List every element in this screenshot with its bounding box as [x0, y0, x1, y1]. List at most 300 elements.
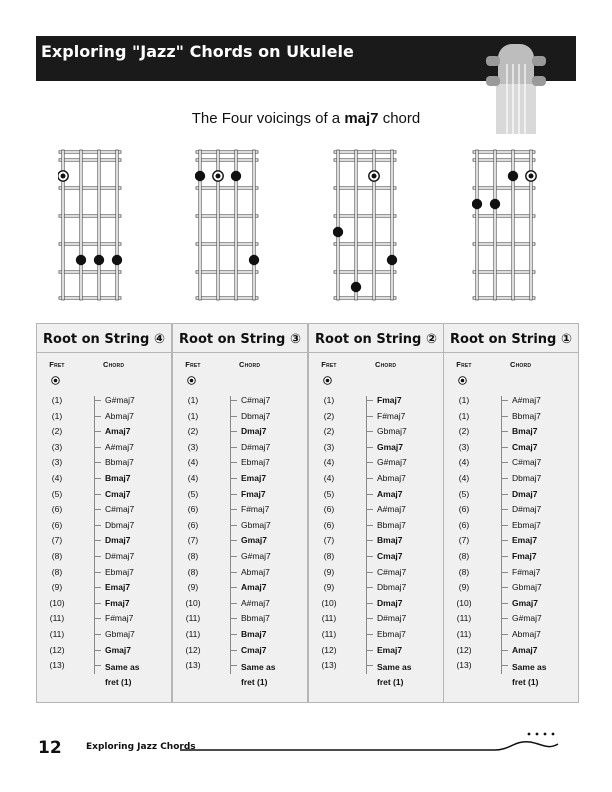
- row-tick: [231, 572, 237, 573]
- chord-name: F#maj7: [512, 566, 541, 577]
- table-row: [37, 519, 167, 533]
- fret-number: (1): [187, 410, 199, 421]
- chord-name: C#maj7: [105, 504, 135, 515]
- chord-name: G#maj7: [512, 613, 542, 624]
- chord-name: Same as fret (1): [377, 662, 412, 688]
- chord-name: Fmaj7: [241, 488, 266, 499]
- fret-number: (1): [458, 410, 470, 421]
- row-tick: [367, 603, 373, 604]
- fret-number: (8): [323, 551, 335, 561]
- root-note-marker: [213, 171, 223, 181]
- table-row: [37, 503, 167, 517]
- table-row: [173, 628, 303, 642]
- fret-number: (7): [51, 535, 63, 546]
- table-row: [173, 410, 303, 424]
- chord-name: Fmaj7: [512, 551, 537, 561]
- table-row: [173, 534, 303, 548]
- chord-name: Same as fret (1): [105, 662, 140, 688]
- table-row: [173, 581, 303, 595]
- root-note-marker: [58, 171, 68, 181]
- row-tick: [502, 447, 508, 448]
- chord-name: Gmaj7: [512, 597, 538, 608]
- chord-name: D#maj7: [377, 613, 407, 624]
- root-table-card: [36, 323, 172, 703]
- table-row: [309, 456, 439, 470]
- chord-name: Ebmaj7: [377, 629, 406, 639]
- page-number: 12: [38, 738, 62, 758]
- chord-name: Amaj7: [241, 582, 267, 593]
- table-row: [309, 644, 439, 658]
- title-divider: [173, 352, 307, 353]
- table-row: [37, 456, 167, 470]
- row-tick: [367, 447, 373, 448]
- fretboard-grid: [334, 150, 396, 300]
- table-row: [309, 628, 439, 642]
- row-tick: [95, 572, 101, 573]
- root-note-icon: [323, 376, 332, 385]
- fret-number: (13): [49, 660, 65, 671]
- fret-number: (6): [187, 504, 199, 515]
- table-row: [309, 394, 439, 408]
- row-tick: [502, 618, 508, 619]
- table-row: [173, 472, 303, 486]
- table-row: [444, 597, 574, 611]
- row-tick: [502, 556, 508, 557]
- footer-label: Exploring Jazz Chords: [86, 742, 196, 752]
- row-tick: [231, 634, 237, 635]
- chord-name: A#maj7: [105, 441, 134, 452]
- root-note-icon: [187, 376, 196, 385]
- row-tick: [502, 400, 508, 401]
- row-tick: [367, 556, 373, 557]
- table-row: [444, 628, 574, 642]
- table-row: [444, 612, 574, 626]
- row-tick: [95, 462, 101, 463]
- row-tick: [231, 540, 237, 541]
- fret-column-header: Fret: [49, 360, 65, 369]
- chord-name: Same as fret (1): [512, 662, 547, 688]
- chord-name: Dmaj7: [512, 488, 538, 499]
- fret-number: (3): [51, 441, 63, 452]
- fret-number: (13): [456, 660, 472, 671]
- fret-number: (4): [458, 473, 470, 483]
- fret-number: (11): [185, 629, 201, 639]
- finger-dot: [472, 199, 482, 209]
- chord-name: Bbmaj7: [241, 613, 270, 624]
- chord-column-header: Chord: [375, 360, 397, 369]
- fret-number: (8): [187, 566, 199, 577]
- fret-number: (5): [458, 488, 470, 499]
- chord-name: Dbmaj7: [241, 410, 271, 421]
- chord-column-header: Chord: [510, 360, 532, 369]
- title-divider: [444, 352, 578, 353]
- chord-name: C#maj7: [377, 566, 407, 577]
- row-tick: [231, 618, 237, 619]
- row-tick: [367, 665, 373, 666]
- row-tick: [367, 494, 373, 495]
- row-tick: [502, 634, 508, 635]
- chord-name: Emaj7: [512, 535, 538, 546]
- row-tick: [95, 478, 101, 479]
- finger-dot: [195, 171, 205, 181]
- row-tick: [231, 416, 237, 417]
- fret-number: (4): [187, 457, 199, 468]
- fret-number: (11): [49, 629, 65, 639]
- table-row: [173, 394, 303, 408]
- row-tick: [502, 478, 508, 479]
- table-row: [309, 488, 439, 502]
- table-row: [444, 566, 574, 580]
- table-row: [37, 410, 167, 424]
- fret-number: (1): [187, 395, 199, 405]
- table-row: [309, 597, 439, 611]
- subtitle-chord: maj7: [344, 110, 379, 127]
- chord-name: Dbmaj7: [512, 473, 542, 483]
- fret-number: (10): [49, 597, 65, 608]
- chord-name: Bmaj7: [105, 473, 131, 483]
- fret-number: (9): [51, 582, 63, 593]
- chord-name: Abmaj7: [241, 566, 270, 577]
- chord-name: Cmaj7: [512, 441, 538, 452]
- root-note-marker: [369, 171, 379, 181]
- table-row: [37, 550, 167, 564]
- chord-name: G#maj7: [105, 395, 135, 405]
- row-tick: [367, 416, 373, 417]
- chord-name: G#maj7: [241, 551, 271, 561]
- row-tick: [502, 650, 508, 651]
- fret-number: (6): [323, 504, 335, 515]
- fret-number: (12): [456, 644, 472, 655]
- table-row: [173, 456, 303, 470]
- fret-number: (13): [185, 660, 201, 671]
- fret-number: (8): [187, 551, 199, 561]
- row-tick: [231, 556, 237, 557]
- chord-name: Gmaj7: [241, 535, 267, 546]
- table-row: [37, 472, 167, 486]
- fret-number: (1): [51, 395, 63, 405]
- row-tick: [231, 603, 237, 604]
- chord-name: A#maj7: [241, 597, 270, 608]
- fret-number: (8): [458, 551, 470, 561]
- table-row: [173, 425, 303, 439]
- chord-name: Gmaj7: [377, 441, 403, 452]
- table-row: [173, 644, 303, 658]
- row-tick: [502, 540, 508, 541]
- row-tick: [502, 665, 508, 666]
- fret-number: (11): [185, 613, 201, 624]
- table-row: [309, 612, 439, 626]
- table-row: [444, 410, 574, 424]
- row-tick: [231, 478, 237, 479]
- fret-number: (6): [187, 519, 199, 530]
- row-tick: [95, 618, 101, 619]
- chord-name: Ebmaj7: [241, 457, 270, 468]
- row-tick: [95, 494, 101, 495]
- row-tick: [231, 447, 237, 448]
- row-tick: [95, 603, 101, 604]
- table-row: [309, 410, 439, 424]
- row-tick: [367, 650, 373, 651]
- table-row: [309, 659, 439, 688]
- fretboard-grid: [473, 150, 535, 300]
- table-row: [309, 472, 439, 486]
- finger-dot: [387, 255, 397, 265]
- row-tick: [502, 416, 508, 417]
- finger-dot: [231, 171, 241, 181]
- finger-dot: [351, 282, 361, 292]
- chord-name: Ebmaj7: [105, 566, 134, 577]
- chord-name: C#maj7: [241, 395, 271, 405]
- chord-name: Gbmaj7: [377, 426, 407, 437]
- chord-name: D#maj7: [512, 504, 542, 515]
- table-row: [37, 659, 167, 688]
- chord-name: Dmaj7: [105, 535, 131, 546]
- row-tick: [95, 525, 101, 526]
- fret-number: (9): [323, 582, 335, 593]
- chord-name: Fmaj7: [105, 597, 130, 608]
- row-tick: [367, 572, 373, 573]
- chord-name: Amaj7: [512, 644, 538, 655]
- table-row: [173, 503, 303, 517]
- fret-number: (11): [456, 613, 472, 624]
- row-tick: [502, 494, 508, 495]
- fret-number: (9): [187, 582, 199, 593]
- table-row: [37, 394, 167, 408]
- table-row: [173, 566, 303, 580]
- row-tick: [502, 462, 508, 463]
- row-tick: [95, 556, 101, 557]
- chord-name: Abmaj7: [512, 629, 541, 639]
- chord-name: Dmaj7: [241, 426, 267, 437]
- fret-number: (9): [323, 566, 335, 577]
- fret-number: (4): [187, 473, 199, 483]
- row-tick: [367, 478, 373, 479]
- finger-dot: [490, 199, 500, 209]
- fret-number: (5): [323, 488, 335, 499]
- row-tick: [502, 509, 508, 510]
- row-tick: [367, 400, 373, 401]
- title-divider: [309, 352, 443, 353]
- fret-column-header: Fret: [185, 360, 201, 369]
- chord-name: Gbmaj7: [512, 582, 542, 593]
- finger-dot: [249, 255, 259, 265]
- table-row: [444, 644, 574, 658]
- chord-name: Cmaj7: [105, 488, 131, 499]
- row-tick: [367, 525, 373, 526]
- root-table-card: [308, 323, 444, 703]
- fret-number: (2): [187, 426, 199, 437]
- table-row: [37, 441, 167, 455]
- chord-name: Gbmaj7: [105, 629, 135, 639]
- root-note-marker: [526, 171, 536, 181]
- chord-name: Bmaj7: [241, 629, 267, 639]
- row-tick: [95, 665, 101, 666]
- fret-number: (7): [187, 535, 199, 546]
- fret-number: (8): [51, 566, 63, 577]
- fret-number: (6): [323, 519, 335, 530]
- chord-diagram-4: [472, 144, 542, 304]
- finger-dot: [112, 255, 122, 265]
- chord-name: F#maj7: [377, 410, 406, 421]
- table-row: [309, 534, 439, 548]
- row-tick: [231, 650, 237, 651]
- table-row: [37, 644, 167, 658]
- chord-name: Bbmaj7: [105, 457, 134, 468]
- row-tick: [367, 540, 373, 541]
- chord-name: Gbmaj7: [241, 519, 271, 530]
- row-tick: [367, 509, 373, 510]
- table-row: [309, 550, 439, 564]
- fret-number: (9): [458, 582, 470, 593]
- card-title: Root on String ②: [315, 332, 437, 347]
- root-note-icon: [51, 376, 60, 385]
- chord-name: D#maj7: [105, 551, 135, 561]
- table-row: [37, 566, 167, 580]
- fret-number: (10): [456, 597, 472, 608]
- row-tick: [95, 447, 101, 448]
- chord-diagram-3: [333, 144, 403, 304]
- fret-number: (4): [51, 473, 63, 483]
- table-row: [309, 519, 439, 533]
- chord-name: F#maj7: [105, 613, 134, 624]
- table-row: [309, 503, 439, 517]
- fret-number: (2): [51, 426, 63, 437]
- row-tick: [95, 650, 101, 651]
- subtitle-prefix: The Four voicings of a: [191, 110, 345, 127]
- fret-number: (3): [323, 441, 335, 452]
- chord-name: F#maj7: [241, 504, 270, 515]
- fret-number: (2): [458, 426, 470, 437]
- row-tick: [95, 431, 101, 432]
- chord-name: Gmaj7: [105, 644, 131, 655]
- row-tick: [367, 431, 373, 432]
- row-tick: [231, 525, 237, 526]
- fret-number: (4): [323, 473, 335, 483]
- chord-name: A#maj7: [377, 504, 406, 515]
- fret-number: (5): [187, 488, 199, 499]
- chord-name: Same as fret (1): [241, 662, 276, 688]
- row-tick: [502, 572, 508, 573]
- table-row: [37, 612, 167, 626]
- table-row: [173, 519, 303, 533]
- chord-name: Cmaj7: [241, 644, 267, 655]
- fret-number: (7): [323, 535, 335, 546]
- fret-number: (10): [185, 597, 201, 608]
- fret-number: (1): [51, 410, 63, 421]
- fret-number: (11): [321, 629, 337, 639]
- finger-dot: [94, 255, 104, 265]
- table-row: [309, 581, 439, 595]
- chord-name: Dbmaj7: [105, 519, 135, 530]
- table-row: [37, 581, 167, 595]
- chord-column-header: Chord: [239, 360, 261, 369]
- finger-dot: [508, 171, 518, 181]
- card-title: Root on String ①: [450, 332, 572, 347]
- fret-number: (4): [458, 457, 470, 468]
- fret-number: (3): [187, 441, 199, 452]
- fret-number: (11): [321, 613, 337, 624]
- row-tick: [95, 634, 101, 635]
- row-tick: [231, 400, 237, 401]
- table-row: [173, 597, 303, 611]
- title-divider: [37, 352, 171, 353]
- chord-name: Ebmaj7: [512, 519, 541, 530]
- chord-name: Dbmaj7: [377, 582, 407, 593]
- fret-number: (12): [321, 644, 337, 655]
- fret-number: (10): [321, 597, 337, 608]
- fret-column-header: Fret: [321, 360, 337, 369]
- fretboard-grid: [59, 150, 121, 300]
- fret-number: (3): [51, 457, 63, 468]
- footer-guitar-line-icon: [180, 728, 570, 768]
- fret-number: (6): [458, 504, 470, 515]
- chord-name: Abmaj7: [105, 410, 134, 421]
- fret-number: (12): [49, 644, 65, 655]
- chord-name: D#maj7: [241, 441, 271, 452]
- row-tick: [95, 587, 101, 588]
- chord-name: Abmaj7: [377, 473, 406, 483]
- fret-number: (8): [458, 566, 470, 577]
- chord-name: Emaj7: [105, 582, 131, 593]
- fret-column-header: Fret: [456, 360, 472, 369]
- card-title: Root on String ③: [179, 332, 301, 347]
- table-row: [444, 550, 574, 564]
- row-tick: [502, 603, 508, 604]
- root-note-icon: [458, 376, 467, 385]
- fret-number: (2): [323, 426, 335, 437]
- table-row: [37, 488, 167, 502]
- table-row: [444, 441, 574, 455]
- chord-name: Emaj7: [241, 473, 267, 483]
- subtitle: [0, 110, 612, 127]
- page-title: Exploring "Jazz" Chords on Ukulele: [41, 42, 354, 61]
- fret-number: (5): [51, 488, 63, 499]
- row-tick: [367, 618, 373, 619]
- fret-number: (4): [323, 457, 335, 468]
- fret-number: (7): [458, 535, 470, 546]
- row-tick: [95, 540, 101, 541]
- table-row: [444, 503, 574, 517]
- fret-number: (3): [458, 441, 470, 452]
- table-row: [37, 425, 167, 439]
- table-row: [37, 597, 167, 611]
- row-tick: [502, 587, 508, 588]
- finger-dot: [76, 255, 86, 265]
- table-row: [173, 612, 303, 626]
- fret-number: (12): [185, 644, 201, 655]
- table-row: [444, 472, 574, 486]
- row-tick: [95, 400, 101, 401]
- table-row: [309, 441, 439, 455]
- table-row: [173, 659, 303, 688]
- chord-name: Amaj7: [377, 488, 403, 499]
- chord-name: G#maj7: [377, 457, 407, 468]
- row-tick: [502, 431, 508, 432]
- table-row: [37, 534, 167, 548]
- chord-name: Bmaj7: [377, 535, 403, 546]
- fret-number: (11): [49, 613, 65, 624]
- table-row: [444, 456, 574, 470]
- chord-name: Emaj7: [377, 644, 403, 655]
- row-tick: [95, 509, 101, 510]
- row-tick: [231, 587, 237, 588]
- table-row: [444, 659, 574, 688]
- table-row: [37, 628, 167, 642]
- chord-name: Bbmaj7: [377, 519, 406, 530]
- fret-number: (11): [456, 629, 472, 639]
- chord-diagram-2: [195, 144, 265, 304]
- chord-diagram-1: [58, 144, 128, 304]
